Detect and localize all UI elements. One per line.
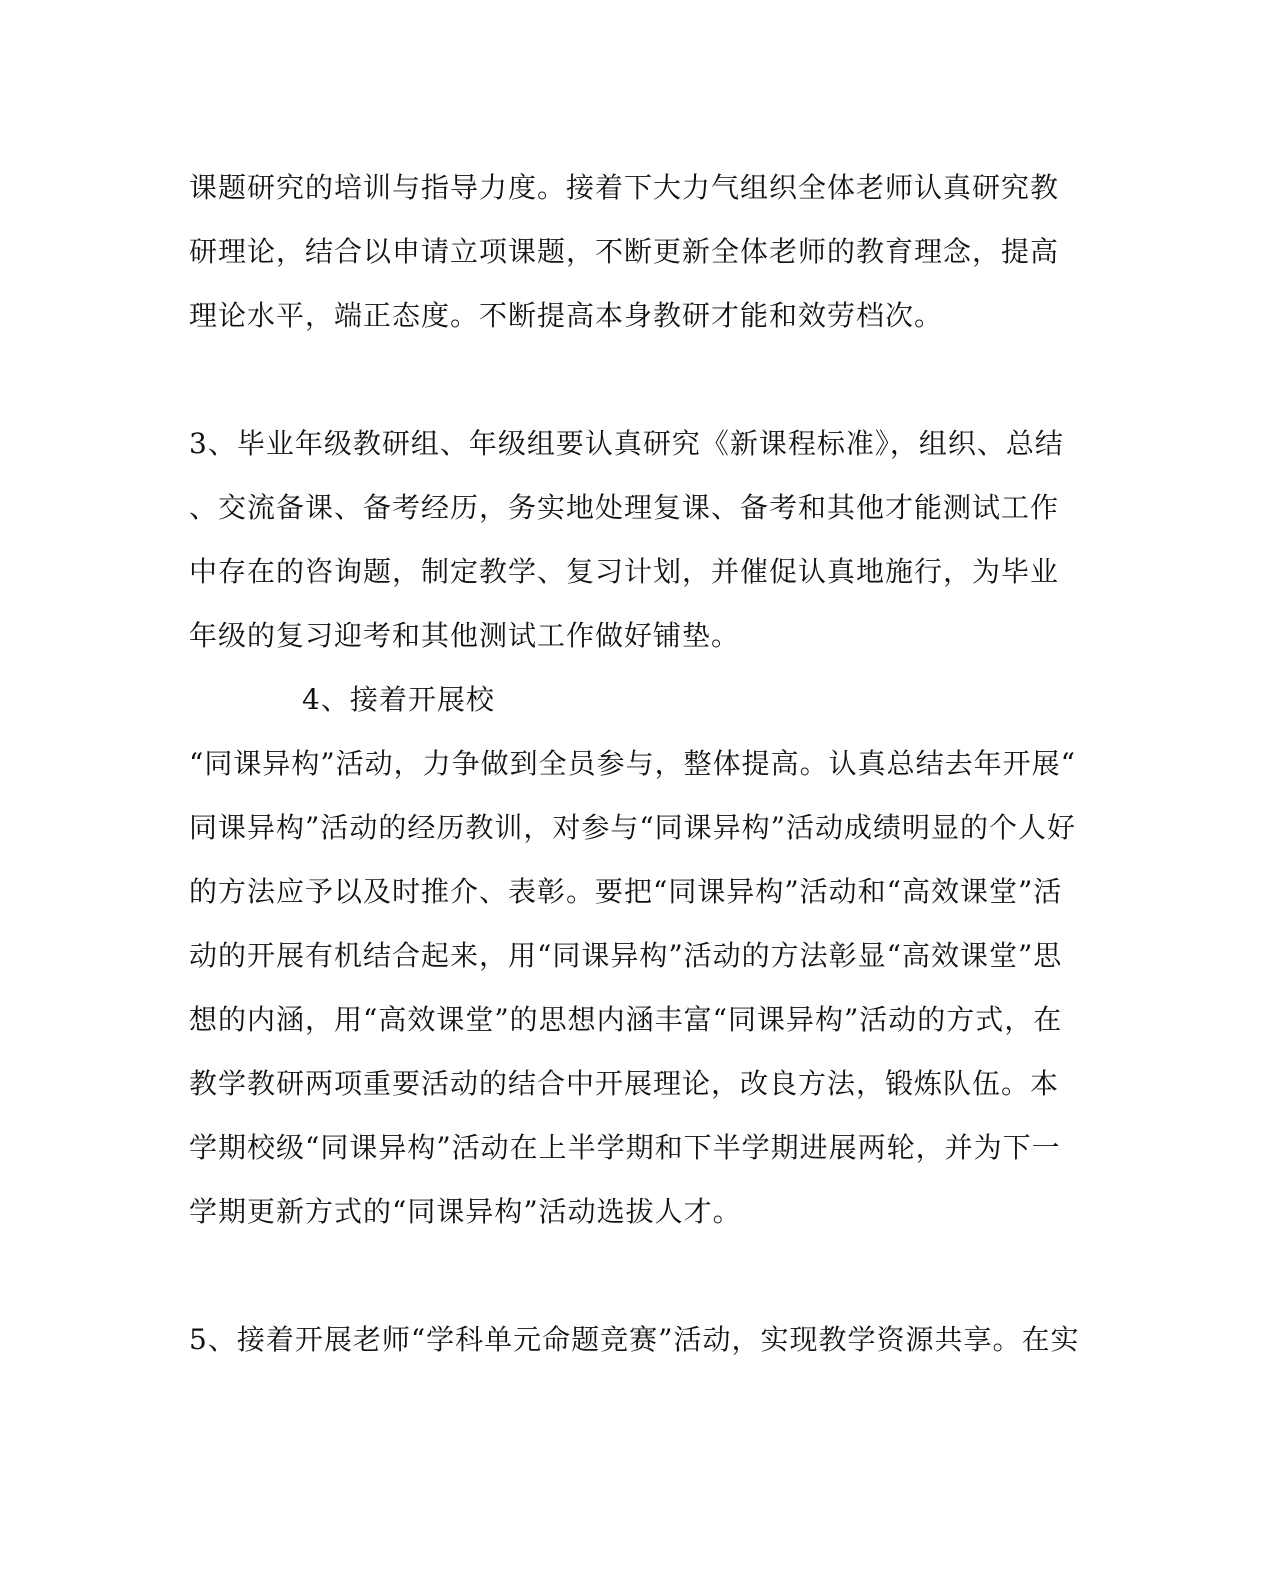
paragraph-2-line-3: 理论水平，端正态度。不断提高本身教研才能和效劳档次。 [189,299,944,332]
paragraph-4-heading: 4、接着开展校 [302,683,495,716]
paragraph-4-line-6: 教学教研两项重要活动的结合中开展理论，改良方法，锻炼队伍。本 [189,1067,1060,1100]
paragraph-4-line-3: 的方法应予以及时推介、表彰。要把“同课异构”活动和“高效课堂”活 [189,875,1063,908]
paragraph-3-line-2: 、交流备课、备考经历，务实地处理复课、备考和其他才能测试工作 [189,491,1060,524]
paragraph-3-line-3: 中存在的咨询题，制定教学、复习计划，并催促认真地施行，为毕业 [189,555,1060,588]
paragraph-4-line-1: “同课异构”活动，力争做到全员参与，整体提高。认真总结去年开展“ [189,747,1076,780]
paragraph-4-line-7: 学期校级“同课异构”活动在上半学期和下半学期进展两轮，并为下一 [189,1131,1061,1164]
paragraph-2-line-2: 研理论，结合以申请立项课题，不断更新全体老师的教育理念，提高 [189,235,1060,268]
paragraph-5-line-1: 5、接着开展老师“学科单元命题竞赛”活动，实现教学资源共享。在实 [189,1323,1080,1356]
paragraph-3-line-1: 3、毕业年级教研组、年级组要认真研究《新课程标准》，组织、总结 [189,427,1064,460]
paragraph-4-line-4: 动的开展有机结合起来，用“同课异构”活动的方法彰显“高效课堂”思 [189,939,1063,972]
paragraph-4-line-2: 同课异构”活动的经历教训，对参与“同课异构”活动成绩明显的个人好 [189,811,1076,844]
paragraph-4-line-5: 想的内涵，用“高效课堂”的思想内涵丰富“同课异构”活动的方式，在 [189,1003,1063,1036]
paragraph-2-line-1: 课题研究的培训与指导力度。接着下大力气组织全体老师认真研究教 [189,171,1060,204]
paragraph-4-line-8: 学期更新方式的“同课异构”活动选拔人才。 [189,1195,742,1228]
paragraph-3-line-4: 年级的复习迎考和其他测试工作做好铺垫。 [189,619,741,652]
